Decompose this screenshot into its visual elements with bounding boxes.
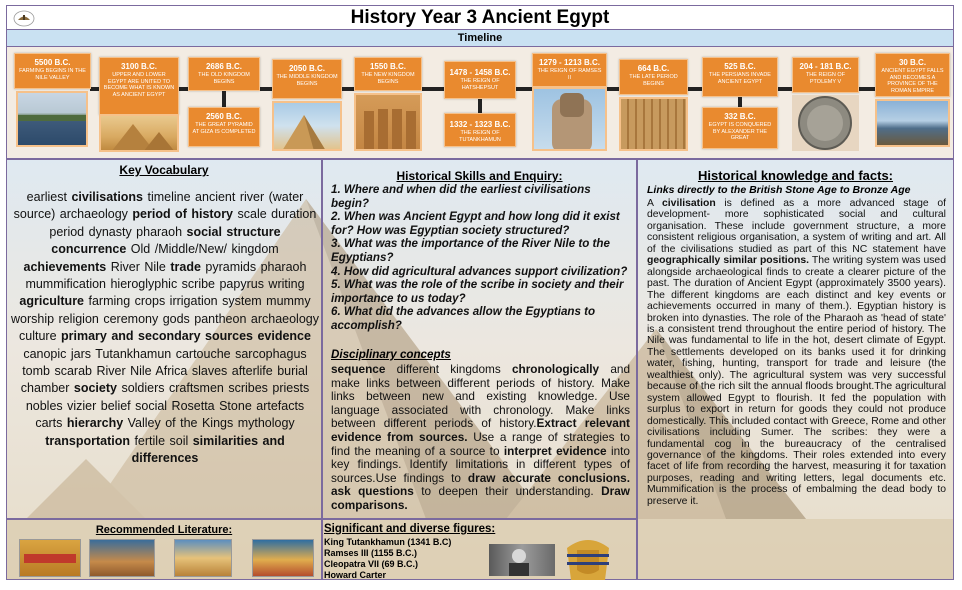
timeline-event: 525 B.C. THE PERSIANS INVADE ANCIENT EGYPT <box>702 57 778 97</box>
timeline-event: 2050 B.C. THE MIDDLE KINGDOM BEGINS <box>272 59 342 99</box>
pyramids-image <box>99 114 179 152</box>
timeline-event: 1478 - 1458 B.C. THE REIGN OF HATSHEPSUT <box>444 61 516 99</box>
enquiry-question: 5. What was the role of the scribe in society and their importance to us today? <box>331 278 624 305</box>
enquiry-question: 3. What was the importance of the River Nile to the Egyptians? <box>331 237 610 264</box>
vocab-run: scale duration period dynasty pharaoh <box>49 207 317 239</box>
disc-run: interpret evidence <box>503 443 607 458</box>
timeline-connector <box>607 87 619 91</box>
vocab-run: soldiers craftsmen scribes priests nobles vizier belief social Rosetta Stone artefacts carts <box>25 381 310 431</box>
middle-kingdom-pyramid-image <box>272 101 342 151</box>
disciplinary-heading: Disciplinary concepts <box>331 348 451 361</box>
vocab-terms <box>11 189 319 468</box>
disc-run: sequence <box>331 362 386 376</box>
book-cover-egypt-guide[interactable] <box>174 539 232 577</box>
disc-run: Extract relevant evidence from sources. <box>331 416 630 444</box>
vocab-run: primary and secondary sources evidence <box>61 329 311 344</box>
title-bar <box>6 5 954 30</box>
abu-simbel-image <box>354 93 422 151</box>
vocab-run: transportation <box>45 433 130 448</box>
roman-ruins-image <box>875 99 950 147</box>
knowledge-heading: Historical knowledge and facts: <box>697 168 894 183</box>
figure-name: Ramses III (1155 B.C.) <box>324 548 418 558</box>
disc-run: draw accurate conclusions. <box>467 470 630 485</box>
skills-panel <box>322 159 637 519</box>
page-title: History Year 3 Ancient Egypt <box>350 7 610 28</box>
timeline-event: 1332 - 1323 B.C. THE REIGN OF TUTANKHAMUN <box>444 113 516 147</box>
literature-heading: Recommended Literature: <box>95 524 233 536</box>
vocab-run: Valley of the Kings mythology <box>123 416 295 431</box>
vocab-run: civilisations <box>71 190 144 204</box>
timeline-connector <box>422 87 444 91</box>
timeline-connector <box>478 99 482 113</box>
timeline-event: 1279 - 1213 B.C. THE REIGN OF RAMSES II <box>532 53 607 87</box>
timeline-heading: Timeline <box>6 30 954 47</box>
timeline-connector <box>516 87 532 91</box>
key-vocabulary-panel <box>6 159 322 519</box>
timeline-connector <box>859 87 875 91</box>
timeline-connector <box>222 91 226 107</box>
know-run: civilisation <box>662 198 716 209</box>
timeline-connector <box>342 87 354 91</box>
disc-run: Draw comparisons. <box>331 484 630 512</box>
enquiry-question: 2. When was Ancient Egypt and how long did it exist for? How was Egyptian society structured? <box>331 210 620 237</box>
figures-heading: Significant and diverse figures: <box>324 523 496 535</box>
enquiry-question: 6. What did the advances allow the Egyptians to accomplish? <box>331 305 596 332</box>
ramses-statue-image <box>532 87 607 151</box>
timeline-event: 332 B.C. EGYPT IS CONQUERED BY ALEXANDER THE GREAT <box>702 107 778 149</box>
disc-run: into key findings. Identify limitations in different types of sources.Use findings to <box>331 443 630 485</box>
vocab-run: pyramids pharaoh mummification hieroglyphic scribe papyrus writing <box>25 259 307 292</box>
know-run: A <box>647 198 662 209</box>
figure-name: Howard Carter <box>324 570 387 580</box>
vocab-run: agriculture <box>19 294 85 309</box>
disc-run: and make links between different periods of history. Make links between new and existing knowledge. Use language associated with chronology. Make links between different periods of history. <box>331 362 631 431</box>
timeline-event: 2686 B.C. THE OLD KINGDOM BEGINS <box>188 57 260 91</box>
tutankhamun-mask-image <box>563 536 613 580</box>
vocab-run: farming crops irrigation system mummy worship religion ceremony gods pantheon archaeology culture <box>11 294 319 344</box>
vocab-run: achievements <box>23 259 107 274</box>
vocab-run: social structure concurrence <box>51 224 281 257</box>
disc-run: different kingdoms <box>385 362 512 376</box>
timeline-event: 664 B.C. THE LATE PERIOD BEGINS <box>619 59 688 95</box>
enquiry-questions <box>331 183 630 333</box>
disc-run: to deepen their understanding. <box>413 484 602 499</box>
figures-panel <box>322 519 637 580</box>
timeline-connector <box>178 87 188 91</box>
know-run: The writing system was used alongside archaeological finds to create a clearer picture of the past. The duration of Ancient Egypt (approximately 3500 years). The different kingdoms are each distinct and key events or achievements occurred in many of them.). Egyptian history is broken into dynasties. The role of the Pharaoh as 'head of state' is a consistent trend throughout the entire period of history. The Nile was fundamental to life in the hot, desert climate of Egypt. The settlements developed on its banks used it for drinking water, fishing, hunting, transport for trade and leisure (the wealthiest only). The agricultural system was very successful because of the rich silt the annual floods brought.The agricultural system allowed Egypt to flourish. It fed the population with surplus to export in return for goods they could not produce domestically. This included contact with Greece, Rome and other civilisations including Sumer. The scribes: they were a fundamental cog in the bureaucracy of the centralised governance of the kingdoms. Their roles extended into every facet of life from recording the harvest, measuring it for taxation purposes, reading and writing letters, legal documents etc. Mummification is the process of embalming the dead body to preserve it. <box>647 255 946 507</box>
know-run: is defined as a more advanced stage of development- more sophisticated social and cultural organisation. These include government structure, a more consistent religious organisation, a system of writing and art. All of the civilisations studied as part of this NC statement have <box>647 198 946 255</box>
knowledge-organiser <box>6 5 954 585</box>
timeline-event: 204 - 181 B.C. THE REIGN OF PTOLEMY V <box>792 57 859 93</box>
figures-list <box>324 537 451 581</box>
vocab-run: similarities and differences <box>131 433 285 466</box>
timeline-connector <box>738 97 742 107</box>
timeline-event: 3100 B.C. UPPER AND LOWER EGYPT ARE UNITED TO BECOME WHAT IS KNOWN AS ANCIENT EGYPT <box>99 57 179 115</box>
timeline-event: 30 B.C. ANCIENT EGYPT FALLS AND BECOMES A PROVINCE OF THE ROMAN EMPIRE <box>875 53 950 97</box>
vocab-run: Old /Middle/New/ kingdom <box>126 242 279 257</box>
knowledge-text <box>647 198 946 507</box>
figure-name: Cleopatra VII (69 B.C.) <box>324 559 419 569</box>
book-cover-egypt-boy[interactable] <box>89 539 155 577</box>
book-cover-egypt-story[interactable] <box>252 539 314 577</box>
timeline <box>6 47 954 159</box>
ptolemy-coin-image <box>792 95 859 151</box>
vocab-run: trade <box>170 259 201 274</box>
vocab-run: hierarchy <box>66 416 124 431</box>
knowledge-panel <box>637 159 954 580</box>
vocab-run: period of history <box>132 207 234 222</box>
vocab-run: earliest <box>26 190 72 204</box>
timeline-event: 1550 B.C. THE NEW KINGDOM BEGINS <box>354 57 422 91</box>
disc-run: ask questions <box>331 484 414 499</box>
enquiry-question: 4. How did agricultural advances support civilization? <box>331 264 628 278</box>
disc-run: Use a range of strategies to find the meaning of a source to <box>331 429 630 458</box>
literature-panel <box>6 519 322 580</box>
timeline-connector <box>688 87 702 91</box>
vocab-run: society <box>73 381 117 396</box>
vocab-run: timeline ancient river (water source) archaeology <box>13 190 304 222</box>
skills-heading: Historical Skills and Enquiry: <box>396 169 563 183</box>
disc-run: chronologically <box>511 362 600 376</box>
timeline-event: 2560 B.C. THE GREAT PYRAMID AT GIZA IS COMPLETED <box>188 107 260 147</box>
vocab-run: canopic jars Tutankhamun cartouche sarcophagus tomb scarab River Nile Africa slaves afterlife burial chamber <box>20 346 308 396</box>
figure-name: King Tutankhamun (1341 B.C) <box>324 537 452 547</box>
timeline-connector <box>778 87 792 91</box>
nile-valley-image <box>16 91 88 147</box>
timeline-event: 5500 B.C. FARMING BEGINS IN THE NILE VALLEY <box>14 53 91 89</box>
vocab-run: River Nile <box>106 259 171 274</box>
disciplinary-text <box>331 363 630 513</box>
timeline-connector <box>260 87 272 91</box>
vocab-heading: Key Vocabulary <box>119 163 209 177</box>
vocab-run: fertile soil <box>129 433 193 448</box>
know-run: geographically similar positions. <box>647 255 810 267</box>
knowledge-subheading: Links directly to the British Stone Age to Bronze Age <box>647 184 911 196</box>
hieroglyph-wall-image <box>619 97 688 151</box>
howard-carter-photo <box>489 544 555 576</box>
book-cover-mummies[interactable] <box>19 539 81 577</box>
enquiry-question: 1. Where and when did the earliest civilisations begin? <box>331 183 591 210</box>
